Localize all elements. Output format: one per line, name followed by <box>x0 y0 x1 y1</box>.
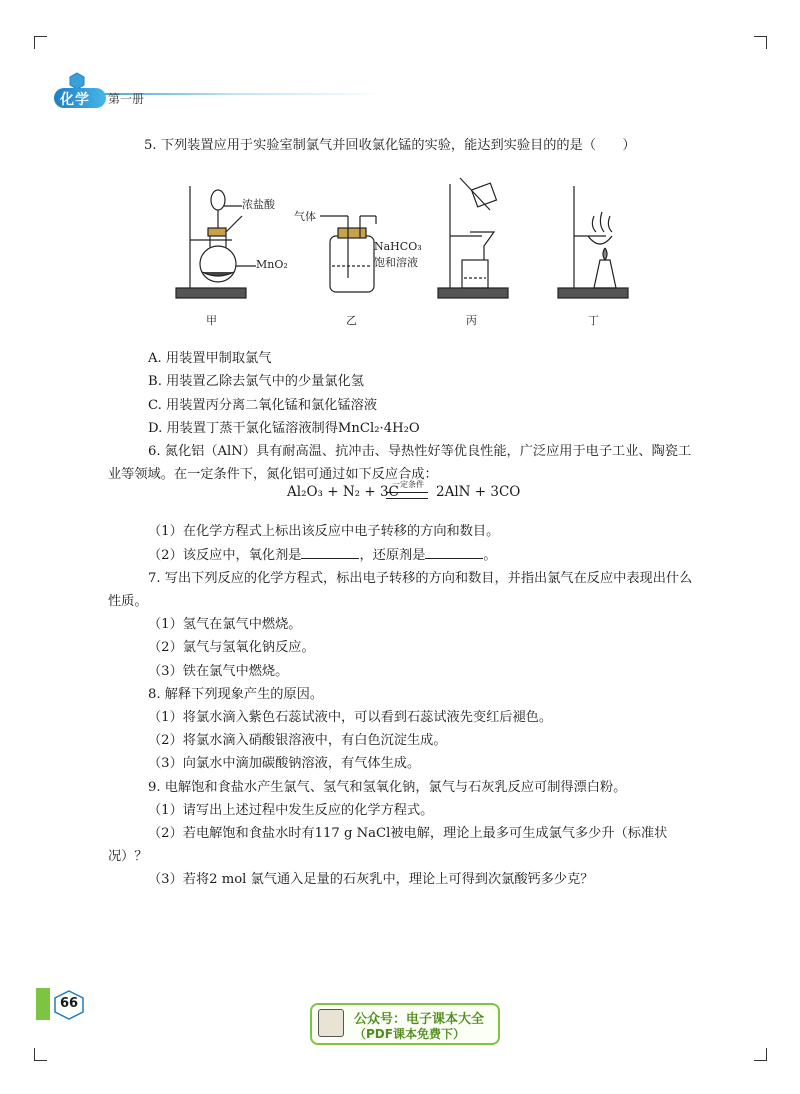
q6-sub2-text-c: 。 <box>483 547 497 563</box>
subject-logo-text: 化学 <box>60 92 90 108</box>
equation-left: Al₂O₃ + N₂ + 3C <box>287 484 399 500</box>
watermark-line2: （PDF课本免费下） <box>354 1027 465 1041</box>
answer-blank-reducer[interactable] <box>425 544 483 559</box>
book-icon <box>318 1009 344 1037</box>
crop-mark-top-right <box>754 36 767 49</box>
equation-condition: 一定条件 <box>392 480 424 489</box>
q7-sub3: （3）铁在氯气中燃烧。 <box>148 663 289 679</box>
q7-stem: 7. 写出下列反应的化学方程式，标出电子转移的方向和数目，并指出氯气在反应中表现出什么性质。 <box>108 570 693 610</box>
q5-option-a: A. 用装置甲制取氯气 <box>148 351 272 367</box>
equation-right: 2AlN + 3CO <box>436 484 521 500</box>
label-hydrochloric-acid: 浓盐酸 <box>242 198 275 211</box>
label-ding: 丁 <box>588 314 599 327</box>
book-volume: 第一册 <box>108 92 145 106</box>
q5-option-c: C. 用装置丙分离二氧化锰和氯化锰溶液 <box>148 397 378 413</box>
label-nahco3: NaHCO₃ <box>374 240 422 253</box>
q9-stem: 9. 电解饱和食盐水产生氯气、氢气和氢氧化钠，氯气与石灰乳反应可制得漂白粉。 <box>148 779 627 795</box>
label-bing: 丙 <box>466 314 477 327</box>
q9-sub1: （1）请写出上述过程中发生反应的化学方程式。 <box>148 802 434 818</box>
q6-sub2 <box>108 544 698 567</box>
q5-option-d: D. 用装置丁蒸干氯化锰溶液制得MnCl₂·4H₂O <box>148 420 420 436</box>
page-color-tab <box>36 988 50 1020</box>
crop-mark-bottom-left <box>34 1048 47 1061</box>
answer-blank-oxidizer[interactable] <box>301 544 359 559</box>
crop-mark-bottom-right <box>754 1048 767 1061</box>
q6-sub2-text-b: ，还原剂是 <box>359 547 426 563</box>
label-mno2: MnO₂ <box>256 258 288 271</box>
equation-double-bar <box>386 492 428 499</box>
q9-sub2: （2）若电解饱和食盐水时有117 g NaCl被电解，理论上最多可生成氯气多少升（标准状况）？ <box>108 826 668 865</box>
watermark-line1: 公众号：电子课本大全 <box>354 1012 485 1027</box>
label-gas: 气体 <box>294 210 316 223</box>
page-number: 66 <box>59 996 79 1011</box>
label-yi: 乙 <box>346 314 357 327</box>
watermark-badge <box>310 1003 500 1045</box>
page-header <box>46 72 386 112</box>
q7-sub1: （1）氢气在氯气中燃烧。 <box>148 617 302 633</box>
q8-stem: 8. 解释下列现象产生的原因。 <box>148 686 324 702</box>
crop-mark-top-left <box>34 36 47 49</box>
q5-stem: 5. 下列装置应用于实验室制氯气并回收氯化锰的实验，能达到实验目的的是（ ） <box>144 138 636 153</box>
page-content <box>108 134 698 892</box>
q5-option-b: B. 用装置乙除去氯气中的少量氯化氢 <box>148 374 364 390</box>
q8-sub3: （3）向氯水中滴加碳酸钠溶液，有气体生成。 <box>148 756 421 772</box>
label-saturated-solution: 饱和溶液 <box>374 256 418 269</box>
q6-sub1: （1）在化学方程式上标出该反应中电子转移的方向和数目。 <box>148 524 500 540</box>
label-jia: 甲 <box>206 314 217 327</box>
q8-sub2: （2）将氯水滴入硝酸银溶液中，有白色沉淀生成。 <box>148 733 447 749</box>
q7-sub2: （2）氯气与氢氧化钠反应。 <box>148 640 315 656</box>
q6-stem: 6. 氮化铝（AlN）具有耐高温、抗冲击、导热性好等优良性能，广泛应用于电子工业、陶瓷工业等领域。在一定条件下，氮化铝可通过如下反应合成： <box>108 444 692 483</box>
q8-sub1: （1）将氯水滴入紫色石蕊试液中，可以看到石蕊试液先变红后褪色。 <box>148 710 553 726</box>
q9-sub3: （3）若将2 mol 氯气通入足量的石灰乳中，理论上可得到次氯酸钙多少克？ <box>148 872 594 888</box>
q6-sub2-text-a: （2）该反应中，氧化剂是 <box>148 547 302 563</box>
